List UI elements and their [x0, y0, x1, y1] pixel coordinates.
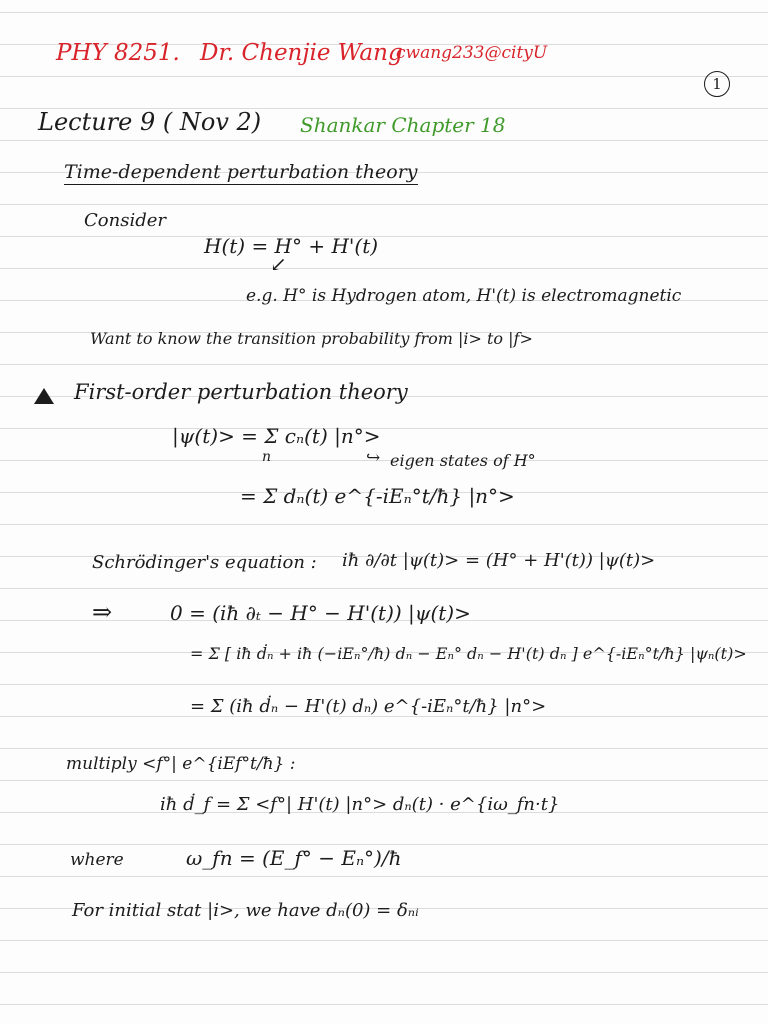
eigen-states-note: eigen states of H°	[390, 451, 536, 470]
example-note: e.g. H° is Hydrogen atom, H'(t) is electromagnetic	[246, 286, 682, 306]
where-label: where	[70, 850, 124, 870]
lecture-reference: Shankar Chapter 18	[300, 113, 506, 137]
hamiltonian-equation: H(t) = H° + H'(t)	[204, 234, 379, 258]
section-title: First-order perturbation theory	[74, 380, 408, 404]
lecture-topic: Time-dependent perturbation theory	[64, 161, 418, 183]
schrodinger-equation: iħ ∂/∂t |ψ(t)> = (H° + H'(t)) |ψ(t)>	[342, 550, 656, 571]
derivation-step-1: 0 = (iħ ∂ₜ − H° − H'(t)) |ψ(t)>	[170, 601, 471, 625]
implies-arrow-icon: ⇒	[92, 598, 113, 626]
triangle-bullet-icon	[34, 388, 54, 404]
page-number: 1	[704, 71, 730, 97]
derivation-step-2: = Σ [ iħ ḋₙ + iħ (−iEₙ°/ħ) dₙ − Eₙ° dₙ − H'(t) dₙ ] e^{-iEₙ°t/ħ} |ψₙ(t)>	[190, 644, 747, 663]
lecture-title: Lecture 9 ( Nov 2)	[38, 108, 262, 136]
psi-expansion: |ψ(t)> = Σ cₙ(t) |n°>	[172, 424, 381, 448]
course-code: PHY 8251.	[56, 40, 180, 66]
arrow-down-icon: ↙	[270, 252, 287, 276]
d-expansion: = Σ dₙ(t) e^{-iEₙ°t/ħ} |n°>	[240, 484, 515, 508]
result-equation: iħ ḋ_f = Σ <f°| H'(t) |n°> dₙ(t) · e^{iω_fn·t}	[160, 794, 560, 815]
derivation-step-3: = Σ (iħ ḋₙ − H'(t) dₙ) e^{-iEₙ°t/ħ} |n°>	[190, 696, 547, 717]
initial-state-condition: For initial stat |i>, we have dₙ(0) = δₙᵢ	[72, 900, 419, 921]
schrodinger-label: Schrödinger's equation :	[92, 552, 317, 573]
multiply-label: multiply <f°| e^{iEf°t/ħ} :	[66, 754, 296, 774]
hook-arrow-icon: ↪	[366, 448, 381, 468]
instructor-name: Dr. Chenjie Wang	[200, 40, 403, 66]
sum-index: n	[262, 449, 272, 465]
consider-label: Consider	[84, 210, 166, 231]
omega-definition: ω_fn = (E_f° − Eₙ°)/ħ	[186, 846, 402, 870]
goal-statement: Want to know the transition probability from |i> to |f>	[90, 329, 533, 348]
instructor-email: cwang233@cityU	[396, 43, 548, 63]
